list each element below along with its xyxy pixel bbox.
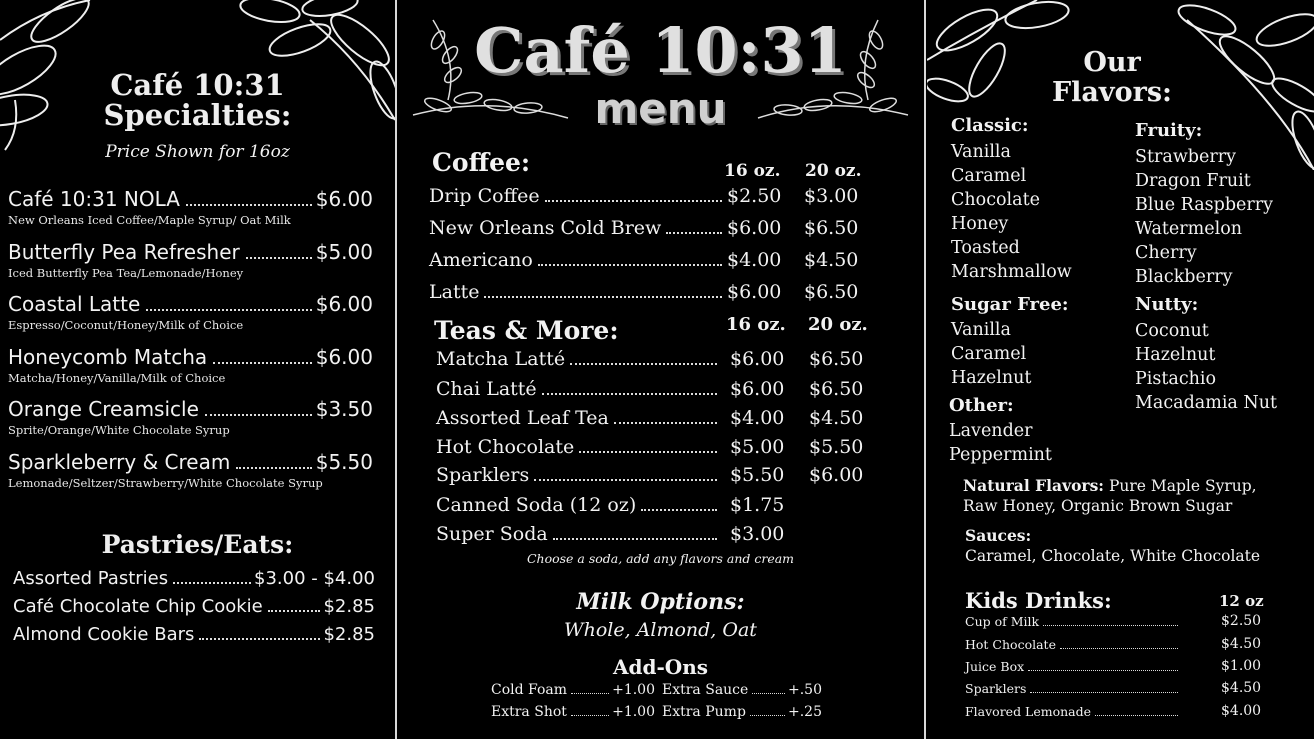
coffee-item bbox=[429, 281, 725, 303]
flavor-item: Chocolate bbox=[951, 190, 1040, 210]
coffee-name: New Orleans Cold Brew bbox=[429, 217, 662, 239]
dot-leader bbox=[545, 200, 722, 202]
specialty-name: Coastal Latte bbox=[8, 292, 141, 316]
menu-subtitle: menu bbox=[594, 84, 727, 133]
specialty-line bbox=[8, 450, 373, 474]
dot-leader bbox=[570, 363, 717, 365]
coffee-price-16: $6.00 bbox=[727, 281, 782, 303]
flavor-item: Caramel bbox=[951, 344, 1027, 364]
flavor-item: Coconut bbox=[1135, 321, 1209, 341]
addon-price: +.25 bbox=[788, 704, 822, 720]
flavors-title-line2: Flavors: bbox=[1051, 77, 1172, 108]
specialty-description: New Orleans Iced Coffee/Maple Syrup/ Oat Milk bbox=[8, 213, 291, 227]
specialty-name: Honeycomb Matcha bbox=[8, 345, 208, 369]
specialty-line bbox=[8, 345, 373, 369]
specialty-item bbox=[8, 450, 373, 490]
tea-item bbox=[436, 464, 720, 486]
flavor-item: Blue Raspberry bbox=[1135, 195, 1274, 215]
kids-drink-price: $1.00 bbox=[1221, 658, 1262, 674]
tea-price-20: $4.50 bbox=[809, 407, 864, 429]
tea-price-16: $6.00 bbox=[730, 378, 785, 400]
divider-left bbox=[395, 0, 397, 739]
dot-leader bbox=[538, 264, 722, 266]
specialty-item bbox=[8, 240, 373, 280]
coffee-price-20: $6.50 bbox=[804, 281, 859, 303]
dot-leader bbox=[1060, 648, 1178, 649]
tea-price-16: $4.00 bbox=[730, 407, 785, 429]
coffee-name: Latte bbox=[429, 281, 480, 303]
tea-name: Matcha Latté bbox=[436, 348, 566, 370]
kids-title: Kids Drinks: bbox=[965, 588, 1112, 613]
specialty-description: Espresso/Coconut/Honey/Milk of Choice bbox=[8, 318, 244, 332]
fruity-list bbox=[1135, 145, 1273, 289]
tea-name: Canned Soda (12 oz) bbox=[436, 494, 637, 516]
pastry-name: Assorted Pastries bbox=[13, 568, 169, 589]
dot-leader bbox=[542, 393, 717, 395]
tea-name: Chai Latté bbox=[436, 378, 537, 400]
kids-drink-item bbox=[965, 614, 1181, 630]
flavor-item: Caramel bbox=[951, 166, 1027, 186]
specialty-item bbox=[8, 187, 373, 227]
kids-drink-price: $4.50 bbox=[1221, 680, 1262, 696]
tea-price-20: $6.50 bbox=[809, 348, 864, 370]
coffee-size-20: 20 oz. bbox=[805, 161, 862, 181]
sauces-label: Sauces: bbox=[965, 526, 1032, 545]
specialties-title-line2: Specialties: bbox=[103, 98, 292, 133]
flavor-item: Hazelnut bbox=[951, 368, 1032, 388]
tea-item bbox=[436, 378, 720, 400]
flavors-title-line1: Our bbox=[1083, 47, 1141, 78]
kids-drink-name: Juice Box bbox=[965, 659, 1025, 674]
dot-leader bbox=[173, 582, 251, 584]
pastry-item bbox=[13, 624, 375, 645]
pastry-price: $2.85 bbox=[323, 596, 375, 617]
specialty-description: Matcha/Honey/Vanilla/Milk of Choice bbox=[8, 371, 226, 385]
coffee-item bbox=[429, 185, 725, 207]
coffee-price-20: $3.00 bbox=[804, 185, 859, 207]
pastries-title: Pastries/Eats: bbox=[101, 530, 294, 559]
dot-leader bbox=[641, 509, 717, 511]
dot-leader bbox=[1043, 625, 1178, 626]
tea-name: Hot Chocolate bbox=[436, 436, 575, 458]
nutty-list bbox=[1135, 319, 1277, 415]
coffee-item bbox=[429, 249, 725, 271]
flavor-item: Peppermint bbox=[949, 445, 1052, 465]
kids-drink-name: Sparklers bbox=[965, 681, 1027, 696]
coffee-price-16: $6.00 bbox=[727, 217, 782, 239]
flavor-item: Pistachio bbox=[1135, 369, 1217, 389]
natural-flavors-line2: Raw Honey, Organic Brown Sugar bbox=[963, 497, 1233, 515]
coffee-price-16: $4.00 bbox=[727, 249, 782, 271]
divider-right bbox=[924, 0, 926, 739]
other-title: Other: bbox=[949, 395, 1014, 416]
fruity-title: Fruity: bbox=[1135, 120, 1203, 141]
flavor-item: Watermelon bbox=[1135, 219, 1243, 239]
coffee-title: Coffee: bbox=[432, 148, 531, 177]
flavor-item: Honey bbox=[951, 214, 1009, 234]
specialty-price: $5.00 bbox=[315, 240, 373, 264]
addon-price: +1.00 bbox=[612, 704, 655, 720]
specialty-name: Sparkleberry & Cream bbox=[8, 450, 231, 474]
dot-leader bbox=[553, 538, 717, 540]
flavor-item: Vanilla bbox=[951, 320, 1011, 340]
specialty-price: $3.50 bbox=[315, 397, 373, 421]
kids-drink-item bbox=[965, 704, 1181, 720]
pastry-price: $3.00 - $4.00 bbox=[254, 568, 375, 589]
addon-item bbox=[491, 704, 655, 720]
tea-price-20: $6.50 bbox=[809, 378, 864, 400]
tea-name: Sparklers bbox=[436, 464, 530, 486]
sugarfree-title: Sugar Free: bbox=[951, 294, 1069, 315]
teas-title: Teas & More: bbox=[434, 316, 619, 345]
specialty-line bbox=[8, 187, 373, 211]
milk-title: Milk Options: bbox=[576, 589, 745, 615]
tea-item bbox=[436, 436, 720, 458]
specialty-line bbox=[8, 240, 373, 264]
tea-price-16: $1.75 bbox=[730, 494, 785, 516]
dot-leader bbox=[268, 610, 321, 612]
addon-name: Extra Shot bbox=[491, 704, 567, 720]
specialty-price: $6.00 bbox=[315, 345, 373, 369]
specialty-description: Sprite/Orange/White Chocolate Syrup bbox=[8, 423, 230, 437]
kids-drink-item bbox=[965, 637, 1181, 653]
dot-leader bbox=[186, 204, 312, 206]
coffee-size-16: 16 oz. bbox=[724, 161, 781, 181]
dot-leader bbox=[571, 715, 609, 716]
flavor-item: Dragon Fruit bbox=[1135, 171, 1251, 191]
sauces-list: Caramel, Chocolate, White Chocolate bbox=[965, 547, 1261, 565]
tea-price-16: $5.00 bbox=[730, 436, 785, 458]
dot-leader bbox=[666, 232, 722, 234]
specialty-description: Lemonade/Seltzer/Strawberry/White Chocolate Syrup bbox=[8, 476, 323, 490]
coffee-item bbox=[429, 217, 725, 239]
tea-item bbox=[436, 494, 720, 516]
dot-leader bbox=[199, 638, 320, 640]
kids-drink-price: $4.50 bbox=[1221, 636, 1262, 652]
specialty-price: $6.00 bbox=[315, 292, 373, 316]
pastry-item bbox=[13, 596, 375, 617]
teas-size-20: 20 oz. bbox=[808, 314, 868, 335]
addon-price: +.50 bbox=[788, 682, 822, 698]
specialty-price: $6.00 bbox=[315, 187, 373, 211]
coffee-price-20: $6.50 bbox=[804, 217, 859, 239]
tea-name: Super Soda bbox=[436, 523, 548, 545]
specialties-title bbox=[0, 70, 395, 131]
classic-title: Classic: bbox=[951, 115, 1029, 136]
flavor-item: Vanilla bbox=[951, 142, 1011, 162]
kids-drink-name: Flavored Lemonade bbox=[965, 704, 1092, 719]
addon-item bbox=[662, 682, 822, 698]
pastry-name: Café Chocolate Chip Cookie bbox=[13, 596, 263, 617]
menu-panel bbox=[398, 0, 923, 739]
flavor-item: Lavender bbox=[949, 421, 1033, 441]
specialty-item bbox=[8, 345, 373, 385]
kids-size: 12 oz bbox=[1219, 592, 1264, 610]
kids-drink-item bbox=[965, 681, 1181, 697]
addon-item bbox=[662, 704, 822, 720]
tea-price-16: $3.00 bbox=[730, 523, 785, 545]
tea-price-16: $6.00 bbox=[730, 348, 785, 370]
specialty-price: $5.50 bbox=[315, 450, 373, 474]
sugarfree-list bbox=[951, 318, 1031, 390]
flavor-item: Toasted bbox=[951, 238, 1020, 258]
menu-title: Café 10:31 bbox=[474, 14, 847, 87]
dot-leader bbox=[1030, 692, 1178, 693]
tea-price-20: $6.00 bbox=[809, 464, 864, 486]
milk-list: Whole, Almond, Oat bbox=[564, 619, 757, 641]
coffee-name: Drip Coffee bbox=[429, 185, 540, 207]
dot-leader bbox=[236, 467, 311, 469]
natural-flavors bbox=[963, 476, 1257, 516]
natural-flavors-line1: Pure Maple Syrup, bbox=[1108, 477, 1257, 495]
sauces bbox=[965, 525, 1260, 567]
specialties-panel bbox=[0, 0, 395, 739]
dot-leader bbox=[579, 451, 717, 453]
specialty-name: Butterfly Pea Refresher bbox=[8, 240, 240, 264]
addon-price: +1.00 bbox=[612, 682, 655, 698]
specialties-title-line1: Café 10:31 bbox=[110, 68, 285, 102]
pastry-price: $2.85 bbox=[323, 624, 375, 645]
teas-size-16: 16 oz. bbox=[726, 314, 786, 335]
addon-name: Cold Foam bbox=[491, 682, 568, 698]
kids-drink-name: Hot Chocolate bbox=[965, 637, 1056, 652]
tea-item bbox=[436, 407, 720, 429]
soda-note: Choose a soda, add any flavors and cream bbox=[526, 551, 795, 566]
specialty-item bbox=[8, 397, 373, 437]
dot-leader bbox=[146, 309, 311, 311]
flavors-title bbox=[1037, 48, 1187, 108]
coffee-name: Americano bbox=[429, 249, 533, 271]
kids-drink-name: Cup of Milk bbox=[965, 614, 1040, 629]
dot-leader bbox=[571, 693, 609, 694]
other-list bbox=[949, 419, 1052, 467]
flavor-item: Cherry bbox=[1135, 243, 1197, 263]
tea-name: Assorted Leaf Tea bbox=[436, 407, 609, 429]
dot-leader bbox=[213, 362, 312, 364]
coffee-price-20: $4.50 bbox=[804, 249, 859, 271]
dot-leader bbox=[534, 479, 717, 481]
dot-leader bbox=[484, 296, 722, 298]
specialty-description: Iced Butterfly Pea Tea/Lemonade/Honey bbox=[8, 266, 244, 280]
dot-leader bbox=[1095, 715, 1178, 716]
flavor-item: Strawberry bbox=[1135, 147, 1236, 167]
dot-leader bbox=[750, 715, 785, 716]
dot-leader bbox=[752, 693, 785, 694]
flavor-item: Macadamia Nut bbox=[1135, 393, 1278, 413]
pastry-name: Almond Cookie Bars bbox=[13, 624, 195, 645]
classic-list bbox=[951, 140, 1072, 284]
coffee-price-16: $2.50 bbox=[727, 185, 782, 207]
dot-leader bbox=[205, 414, 312, 416]
tea-item bbox=[436, 523, 720, 545]
specialty-name: Orange Creamsicle bbox=[8, 397, 199, 421]
addons-title: Add-Ons bbox=[612, 655, 708, 679]
natural-flavors-label: Natural Flavors: bbox=[963, 476, 1105, 495]
addon-name: Extra Pump bbox=[662, 704, 746, 720]
flavor-item: Blackberry bbox=[1135, 267, 1233, 287]
pastry-item bbox=[13, 568, 375, 589]
flavor-item: Hazelnut bbox=[1135, 345, 1216, 365]
dot-leader bbox=[246, 257, 312, 259]
specialty-line bbox=[8, 397, 373, 421]
dot-leader bbox=[1028, 670, 1178, 671]
kids-drink-price: $2.50 bbox=[1221, 613, 1262, 629]
flavor-item: Marshmallow bbox=[951, 262, 1072, 282]
dot-leader bbox=[614, 422, 717, 424]
tea-price-20: $5.50 bbox=[809, 436, 864, 458]
addon-item bbox=[491, 682, 655, 698]
specialty-item bbox=[8, 292, 373, 332]
specialties-subtitle: Price Shown for 16oz bbox=[105, 142, 290, 162]
kids-drink-price: $4.00 bbox=[1221, 703, 1262, 719]
specialty-line bbox=[8, 292, 373, 316]
nutty-title: Nutty: bbox=[1135, 294, 1199, 315]
kids-drink-item bbox=[965, 659, 1181, 675]
tea-price-16: $5.50 bbox=[730, 464, 785, 486]
flavors-panel bbox=[927, 0, 1314, 739]
addon-name: Extra Sauce bbox=[662, 682, 749, 698]
tea-item bbox=[436, 348, 720, 370]
specialty-name: Café 10:31 NOLA bbox=[8, 187, 180, 211]
